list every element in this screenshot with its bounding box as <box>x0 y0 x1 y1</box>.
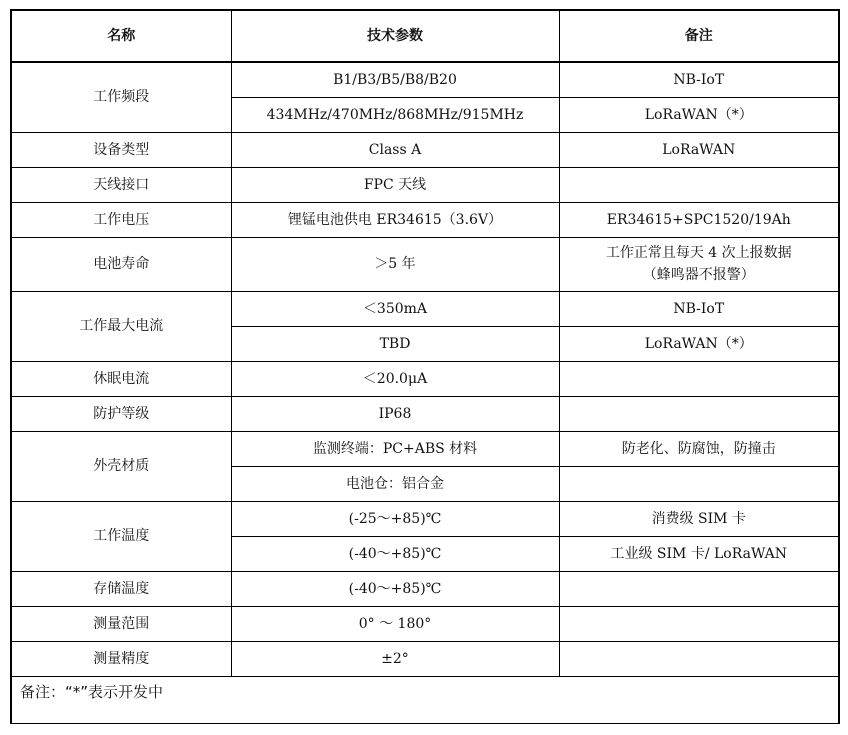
table-row <box>11 202 839 237</box>
row-remark: LoRaWAN（*） <box>559 326 839 361</box>
table-row <box>11 396 839 431</box>
footnote: 备注：“*”表示开发中 <box>11 676 839 723</box>
row-remark-line: 工作正常且每天 4 次上报数据 <box>605 245 792 261</box>
row-remark <box>559 641 839 676</box>
table-row <box>11 501 839 536</box>
row-param: TBD <box>231 326 559 361</box>
row-param: ＜350mA <box>231 291 559 326</box>
row-name: 电池寿命 <box>11 237 231 291</box>
row-remark <box>559 361 839 396</box>
row-remark: LoRaWAN（*） <box>559 97 839 132</box>
table-row <box>11 62 839 97</box>
row-param: 锂锰电池供电 ER34615（3.6V） <box>231 202 559 237</box>
row-name: 天线接口 <box>11 167 231 202</box>
row-param: B1/B3/B5/B8/B20 <box>231 62 559 97</box>
table-row <box>11 606 839 641</box>
row-param: (-25～+85)℃ <box>231 501 559 536</box>
row-param: ＞5 年 <box>231 237 559 291</box>
row-name: 工作电压 <box>11 202 231 237</box>
row-param: Class A <box>231 132 559 167</box>
spec-table-container <box>10 9 840 724</box>
header-params: 技术参数 <box>231 10 559 62</box>
header-name: 名称 <box>11 10 231 62</box>
table-row <box>11 571 839 606</box>
row-name: 存储温度 <box>11 571 231 606</box>
row-remark: 防老化、防腐蚀，防撞击 <box>559 431 839 466</box>
row-remark <box>559 606 839 641</box>
row-remark: NB-IoT <box>559 291 839 326</box>
table-row <box>11 132 839 167</box>
spec-table <box>10 9 840 724</box>
table-row <box>11 291 839 326</box>
row-name: 休眠电流 <box>11 361 231 396</box>
row-name: 设备类型 <box>11 132 231 167</box>
table-header-row <box>11 10 839 62</box>
row-param: (-40～+85)℃ <box>231 571 559 606</box>
row-name: 工作温度 <box>11 501 231 571</box>
row-param: 434MHz/470MHz/868MHz/915MHz <box>231 97 559 132</box>
table-row <box>11 361 839 396</box>
row-remark <box>559 466 839 501</box>
row-name: 工作频段 <box>11 62 231 132</box>
row-remark: 工业级 SIM 卡/ LoRaWAN <box>559 536 839 571</box>
row-remark: 消费级 SIM 卡 <box>559 501 839 536</box>
header-remark: 备注 <box>559 10 839 62</box>
table-row <box>11 167 839 202</box>
footnote-row <box>11 676 839 723</box>
row-param: 监测终端：PC+ABS 材料 <box>231 431 559 466</box>
row-name: 防护等级 <box>11 396 231 431</box>
table-row <box>11 641 839 676</box>
row-remark <box>559 571 839 606</box>
row-name: 测量精度 <box>11 641 231 676</box>
table-row <box>11 237 839 291</box>
row-remark: LoRaWAN <box>559 132 839 167</box>
row-param: 电池仓：铝合金 <box>231 466 559 501</box>
row-name: 工作最大电流 <box>11 291 231 361</box>
row-param: IP68 <box>231 396 559 431</box>
row-remark <box>559 237 839 291</box>
row-remark: ER34615+SPC1520/19Ah <box>559 202 839 237</box>
row-remark-line: （蜂鸣器不报警） <box>642 267 755 283</box>
row-param: ＜20.0μA <box>231 361 559 396</box>
table-row <box>11 431 839 466</box>
row-param: 0° ～ 180° <box>231 606 559 641</box>
row-name: 测量范围 <box>11 606 231 641</box>
row-remark <box>559 396 839 431</box>
row-param: (-40～+85)℃ <box>231 536 559 571</box>
row-remark <box>559 167 839 202</box>
row-param: ±2° <box>231 641 559 676</box>
row-remark: NB-IoT <box>559 62 839 97</box>
row-param: FPC 天线 <box>231 167 559 202</box>
row-name: 外壳材质 <box>11 431 231 501</box>
